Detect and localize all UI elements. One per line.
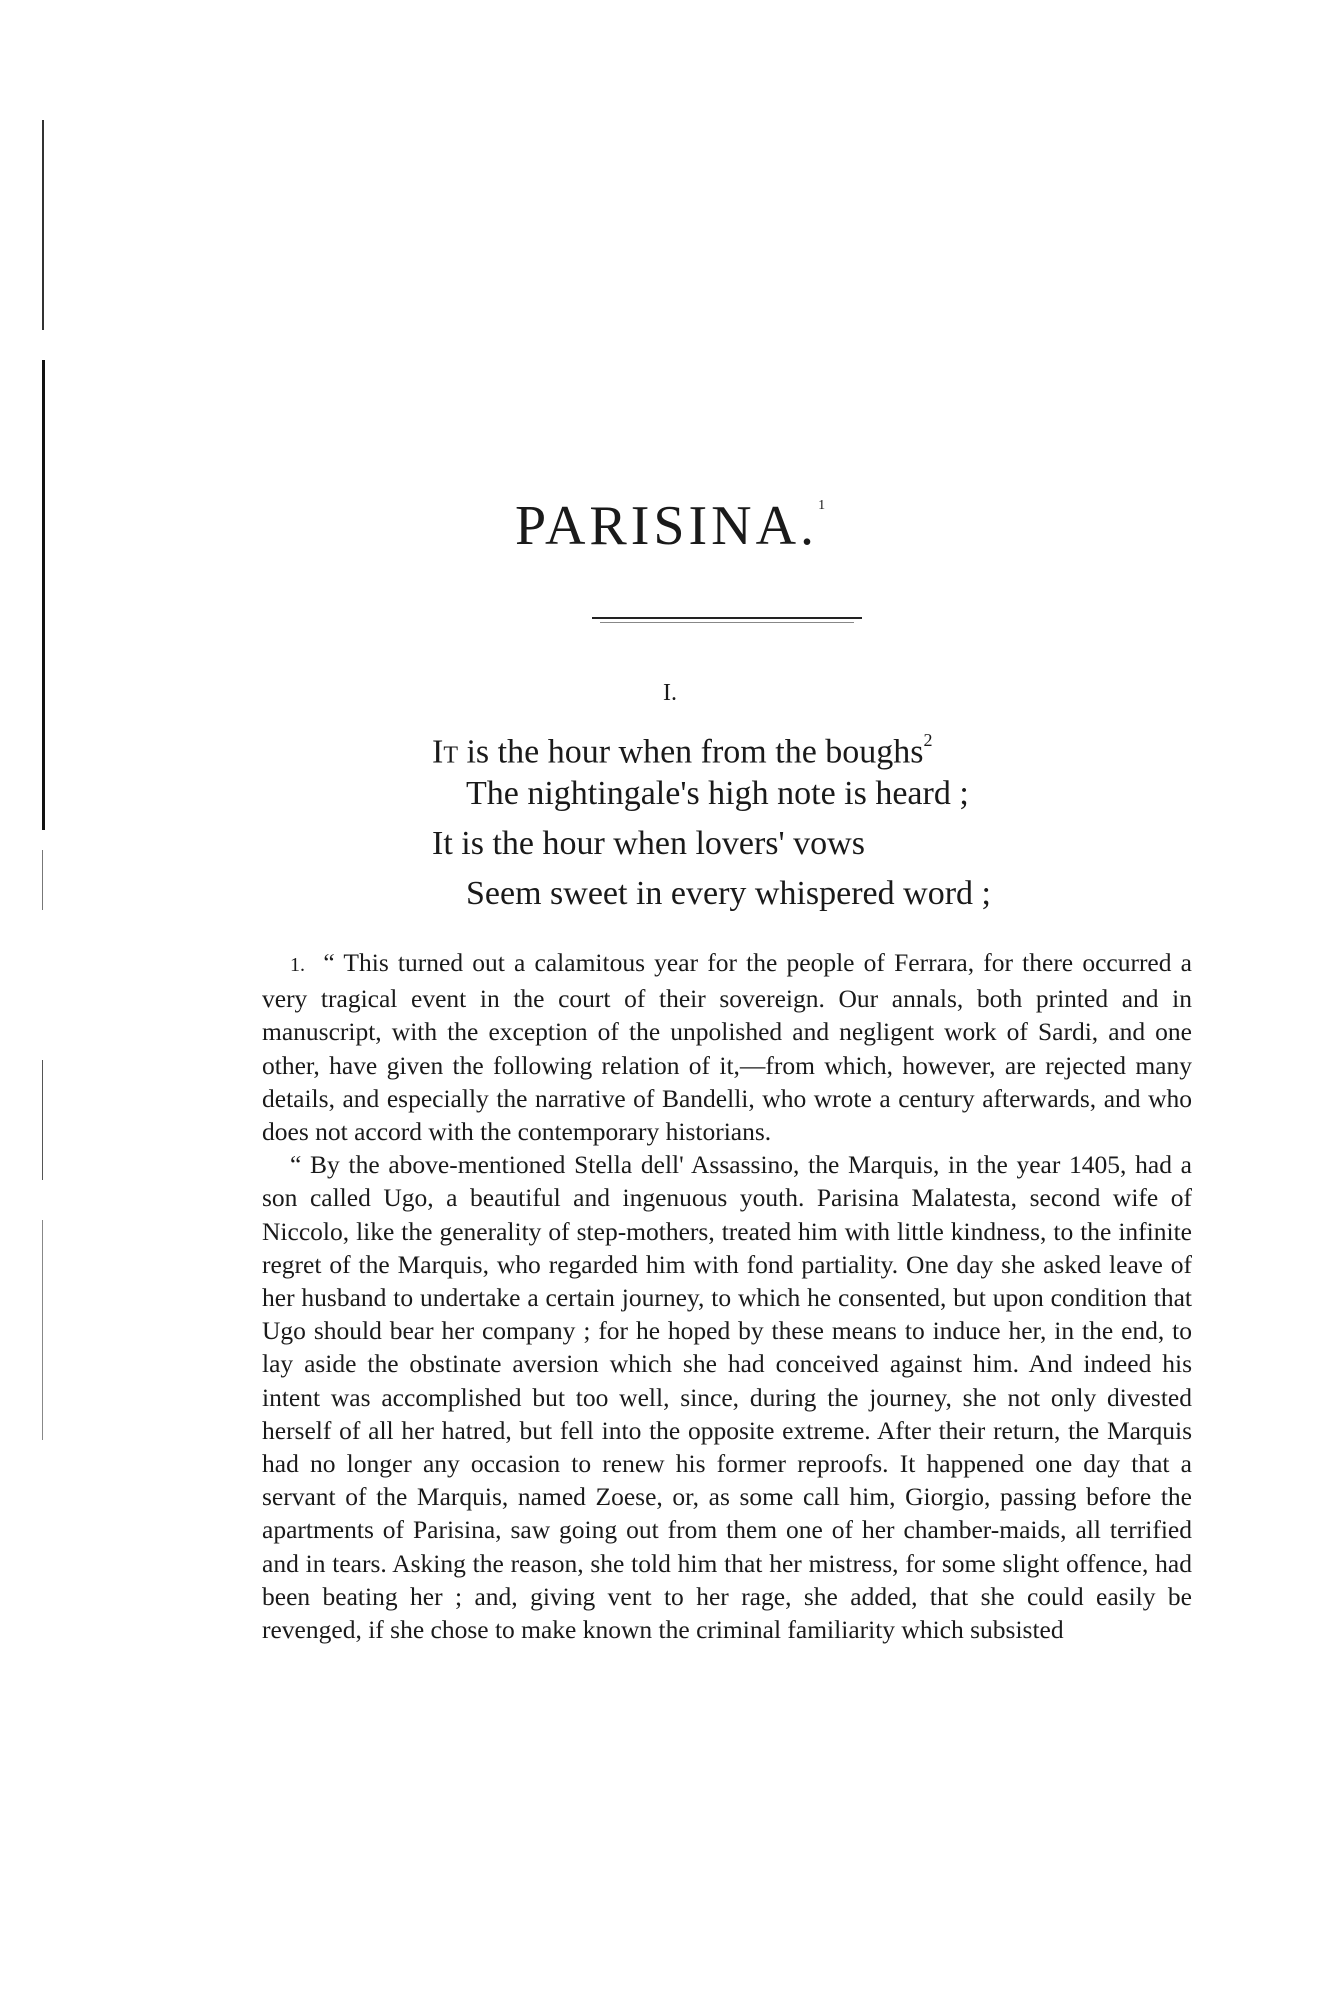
title-footnote-ref: 1 (818, 498, 826, 513)
footnote-text: “ This turned out a calamitous year for the people of Ferrara, for there occurred a very tragical event in the court of their sovereign. Our annals, both printed and in manuscript, with the exception of the unpolished and negligent work of Sardi, and one other, have given the following relation of it,—from which, however, are rejected many details, and especially the narrative of Bandelli, who wrote a century afterwards, and who does not accord with the contemporary historians. (262, 948, 1193, 1147)
binding-edge-mark (42, 360, 45, 830)
verse-line: The nightingale's high note is heard ; (466, 775, 969, 812)
footnotes (262, 946, 1192, 1646)
verse-line: Seem sweet in every whispered word ; (466, 875, 991, 912)
binding-edge-mark (42, 850, 43, 910)
verse-line: It is the hour when lovers' vows (432, 825, 865, 862)
title-rule (592, 617, 862, 619)
canto-numeral: I. (663, 680, 677, 706)
footnote-paragraph (262, 946, 1192, 1148)
page-title-text: PARISINA. (514, 495, 819, 557)
verse-footnote-ref: 2 (923, 730, 933, 750)
binding-edge-mark (42, 1060, 43, 1180)
footnote-paragraph (262, 1148, 1192, 1646)
footnote-number: 1. (290, 954, 305, 976)
binding-edge-mark (42, 1220, 43, 1440)
verse-initial: It (432, 733, 458, 771)
verse-line-text: is the hour when from the boughs (457, 733, 924, 771)
title-rule-thin (600, 622, 854, 623)
verse-line (432, 720, 933, 776)
footnote-text: “ By the above-mentioned Stella dell' Assassino, the Marquis, in the year 1405, had a son called Ugo, a beautiful and ingenuous youth. Parisina Malatesta, second wife of Niccolo, like the generality of step-mothers, treated him with little kindness, to the infinite regret of the Marquis, who regarded him with fond partiality. One day she asked leave of her husband to undertake a certain journey, to which he consented, but upon condition that Ugo should bear her company ; for he hoped by these means to induce her, in the end, to lay aside the obstinate aversion which she had conceived against him. And indeed his intent was accomplished but too well, since, during the journey, she not only divested herself of all her hatred, but fell into the opposite extreme. After their return, the Marquis had no longer any occasion to renew his former reproofs. It happened one day that a servant of the Marquis, named Zoese, or, as some call him, Giorgio, passing before the apartments of Parisina, saw going out from them one of her chamber-maids, all terrified and in tears. Asking the reason, she told him that her mistress, for some slight offence, had been beating her ; and, giving vent to her rage, she added, that she could easily be revenged, if she chose to make known the criminal familiarity which subsisted (262, 1150, 1192, 1645)
binding-edge-mark (42, 120, 44, 330)
page-title (0, 494, 1340, 558)
